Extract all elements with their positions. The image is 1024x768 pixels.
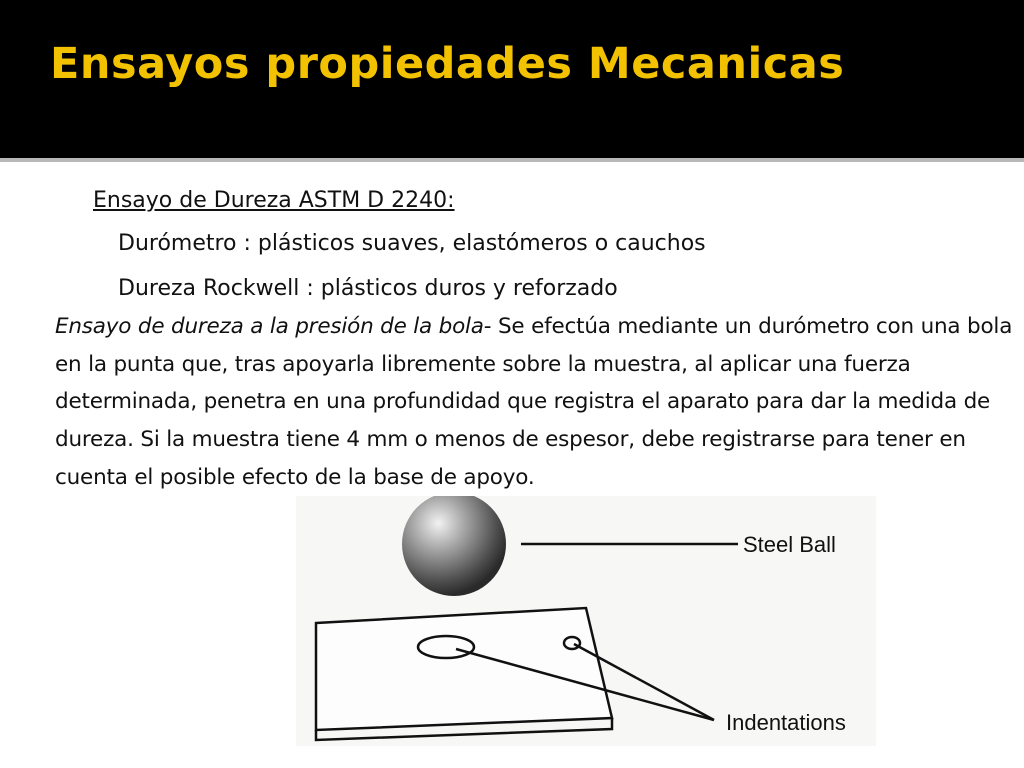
test-heading: Ensayo de Dureza ASTM D 2240: <box>93 188 455 213</box>
description-paragraph <box>55 308 1023 497</box>
slide-title: Ensayos propiedades Mecanicas <box>50 39 845 89</box>
hardness-test-figure <box>296 496 876 746</box>
title-bar <box>0 0 1024 158</box>
bullet-durometer: Durómetro : plásticos suaves, elastómeros o cauchos <box>118 231 706 256</box>
steel-ball-label: Steel Ball <box>743 532 836 557</box>
paragraph-italic-lead: Ensayo de dureza a la presión de la bola <box>55 314 484 339</box>
figure-svg <box>296 496 876 746</box>
specimen-top-face <box>316 608 612 730</box>
steel-ball <box>402 496 506 596</box>
paragraph-body: - Se efectúa mediante un durómetro con una bola en la punta que, tras apoyarla libremente sobre la muestra, al aplicar una fuerza determinada, penetra en una profundidad que registra el aparato para dar la medida de dureza. Si la muestra tiene 4 mm o menos de espesor, debe registrarse para tener en cuenta el posible efecto de la base de apoyo. <box>55 314 1013 490</box>
bullet-rockwell: Dureza Rockwell : plásticos duros y reforzado <box>118 276 618 301</box>
title-divider <box>0 158 1024 162</box>
indentations-label: Indentations <box>726 710 846 735</box>
